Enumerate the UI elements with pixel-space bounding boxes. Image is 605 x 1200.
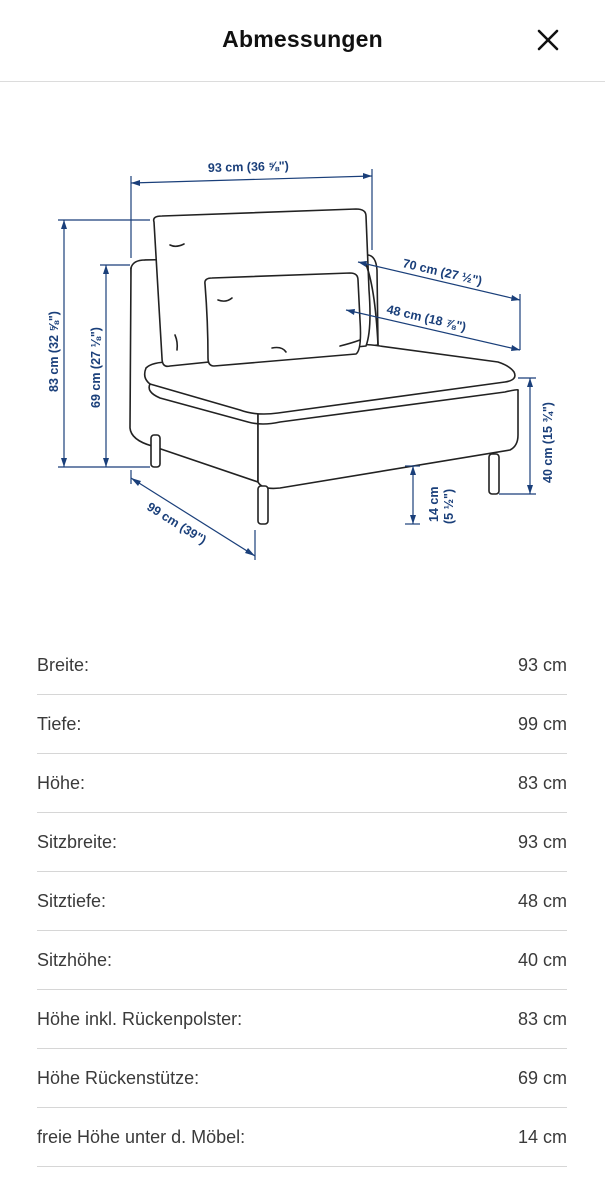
spec-value: 83 cm [517, 1008, 567, 1029]
table-row [37, 872, 567, 931]
sofa-illustration [130, 209, 518, 524]
table-row [37, 813, 567, 872]
dialog-title: Abmessungen [222, 26, 383, 52]
table-row [37, 990, 567, 1049]
table-row [37, 1108, 567, 1167]
spec-value: 14 cm [517, 1126, 567, 1147]
spec-label: Sitzbreite: [37, 831, 118, 852]
dimension-diagram [0, 110, 605, 590]
spec-value: 40 cm [517, 949, 567, 970]
table-row [37, 636, 567, 695]
close-icon [537, 29, 559, 51]
depth-label: 99 cm (39") [144, 499, 209, 548]
sofa-dimension-drawing [0, 110, 605, 590]
clearance-label-cm: 14 cm [427, 486, 441, 522]
spec-label: Höhe inkl. Rückenpolster: [37, 1008, 243, 1029]
spec-label: Höhe: [37, 772, 86, 793]
clearance-label-in: (5 ½") [442, 488, 456, 524]
spec-value: 83 cm [517, 772, 567, 793]
dimensions-table [37, 636, 567, 1167]
seat-depth-label: 48 cm (18 ⅞") [385, 302, 468, 335]
spec-value: 99 cm [517, 713, 567, 734]
back-depth-label: 70 cm (27 ½") [401, 256, 484, 289]
spec-label: Breite: [37, 654, 90, 675]
close-button[interactable] [528, 20, 568, 60]
spec-value: 93 cm [517, 654, 567, 675]
spec-label: freie Höhe unter d. Möbel: [37, 1126, 246, 1147]
table-row [37, 754, 567, 813]
spec-label: Tiefe: [37, 713, 82, 734]
spec-value: 69 cm [517, 1067, 567, 1088]
width-label: 93 cm (36 ⅝") [207, 158, 290, 175]
spec-value: 93 cm [517, 831, 567, 852]
spec-value: 48 cm [517, 890, 567, 911]
back-height-label: 69 cm (27 ⅛") [89, 327, 103, 408]
spec-label: Sitzhöhe: [37, 949, 113, 970]
height-label: 83 cm (32 ⅝") [47, 311, 61, 392]
dialog-header [0, 0, 605, 82]
table-row [37, 1049, 567, 1108]
spec-label: Sitztiefe: [37, 890, 107, 911]
table-row [37, 695, 567, 754]
seat-height-label: 40 cm (15 ¾") [541, 402, 555, 483]
table-row [37, 931, 567, 990]
spec-label: Höhe Rückenstütze: [37, 1067, 200, 1088]
